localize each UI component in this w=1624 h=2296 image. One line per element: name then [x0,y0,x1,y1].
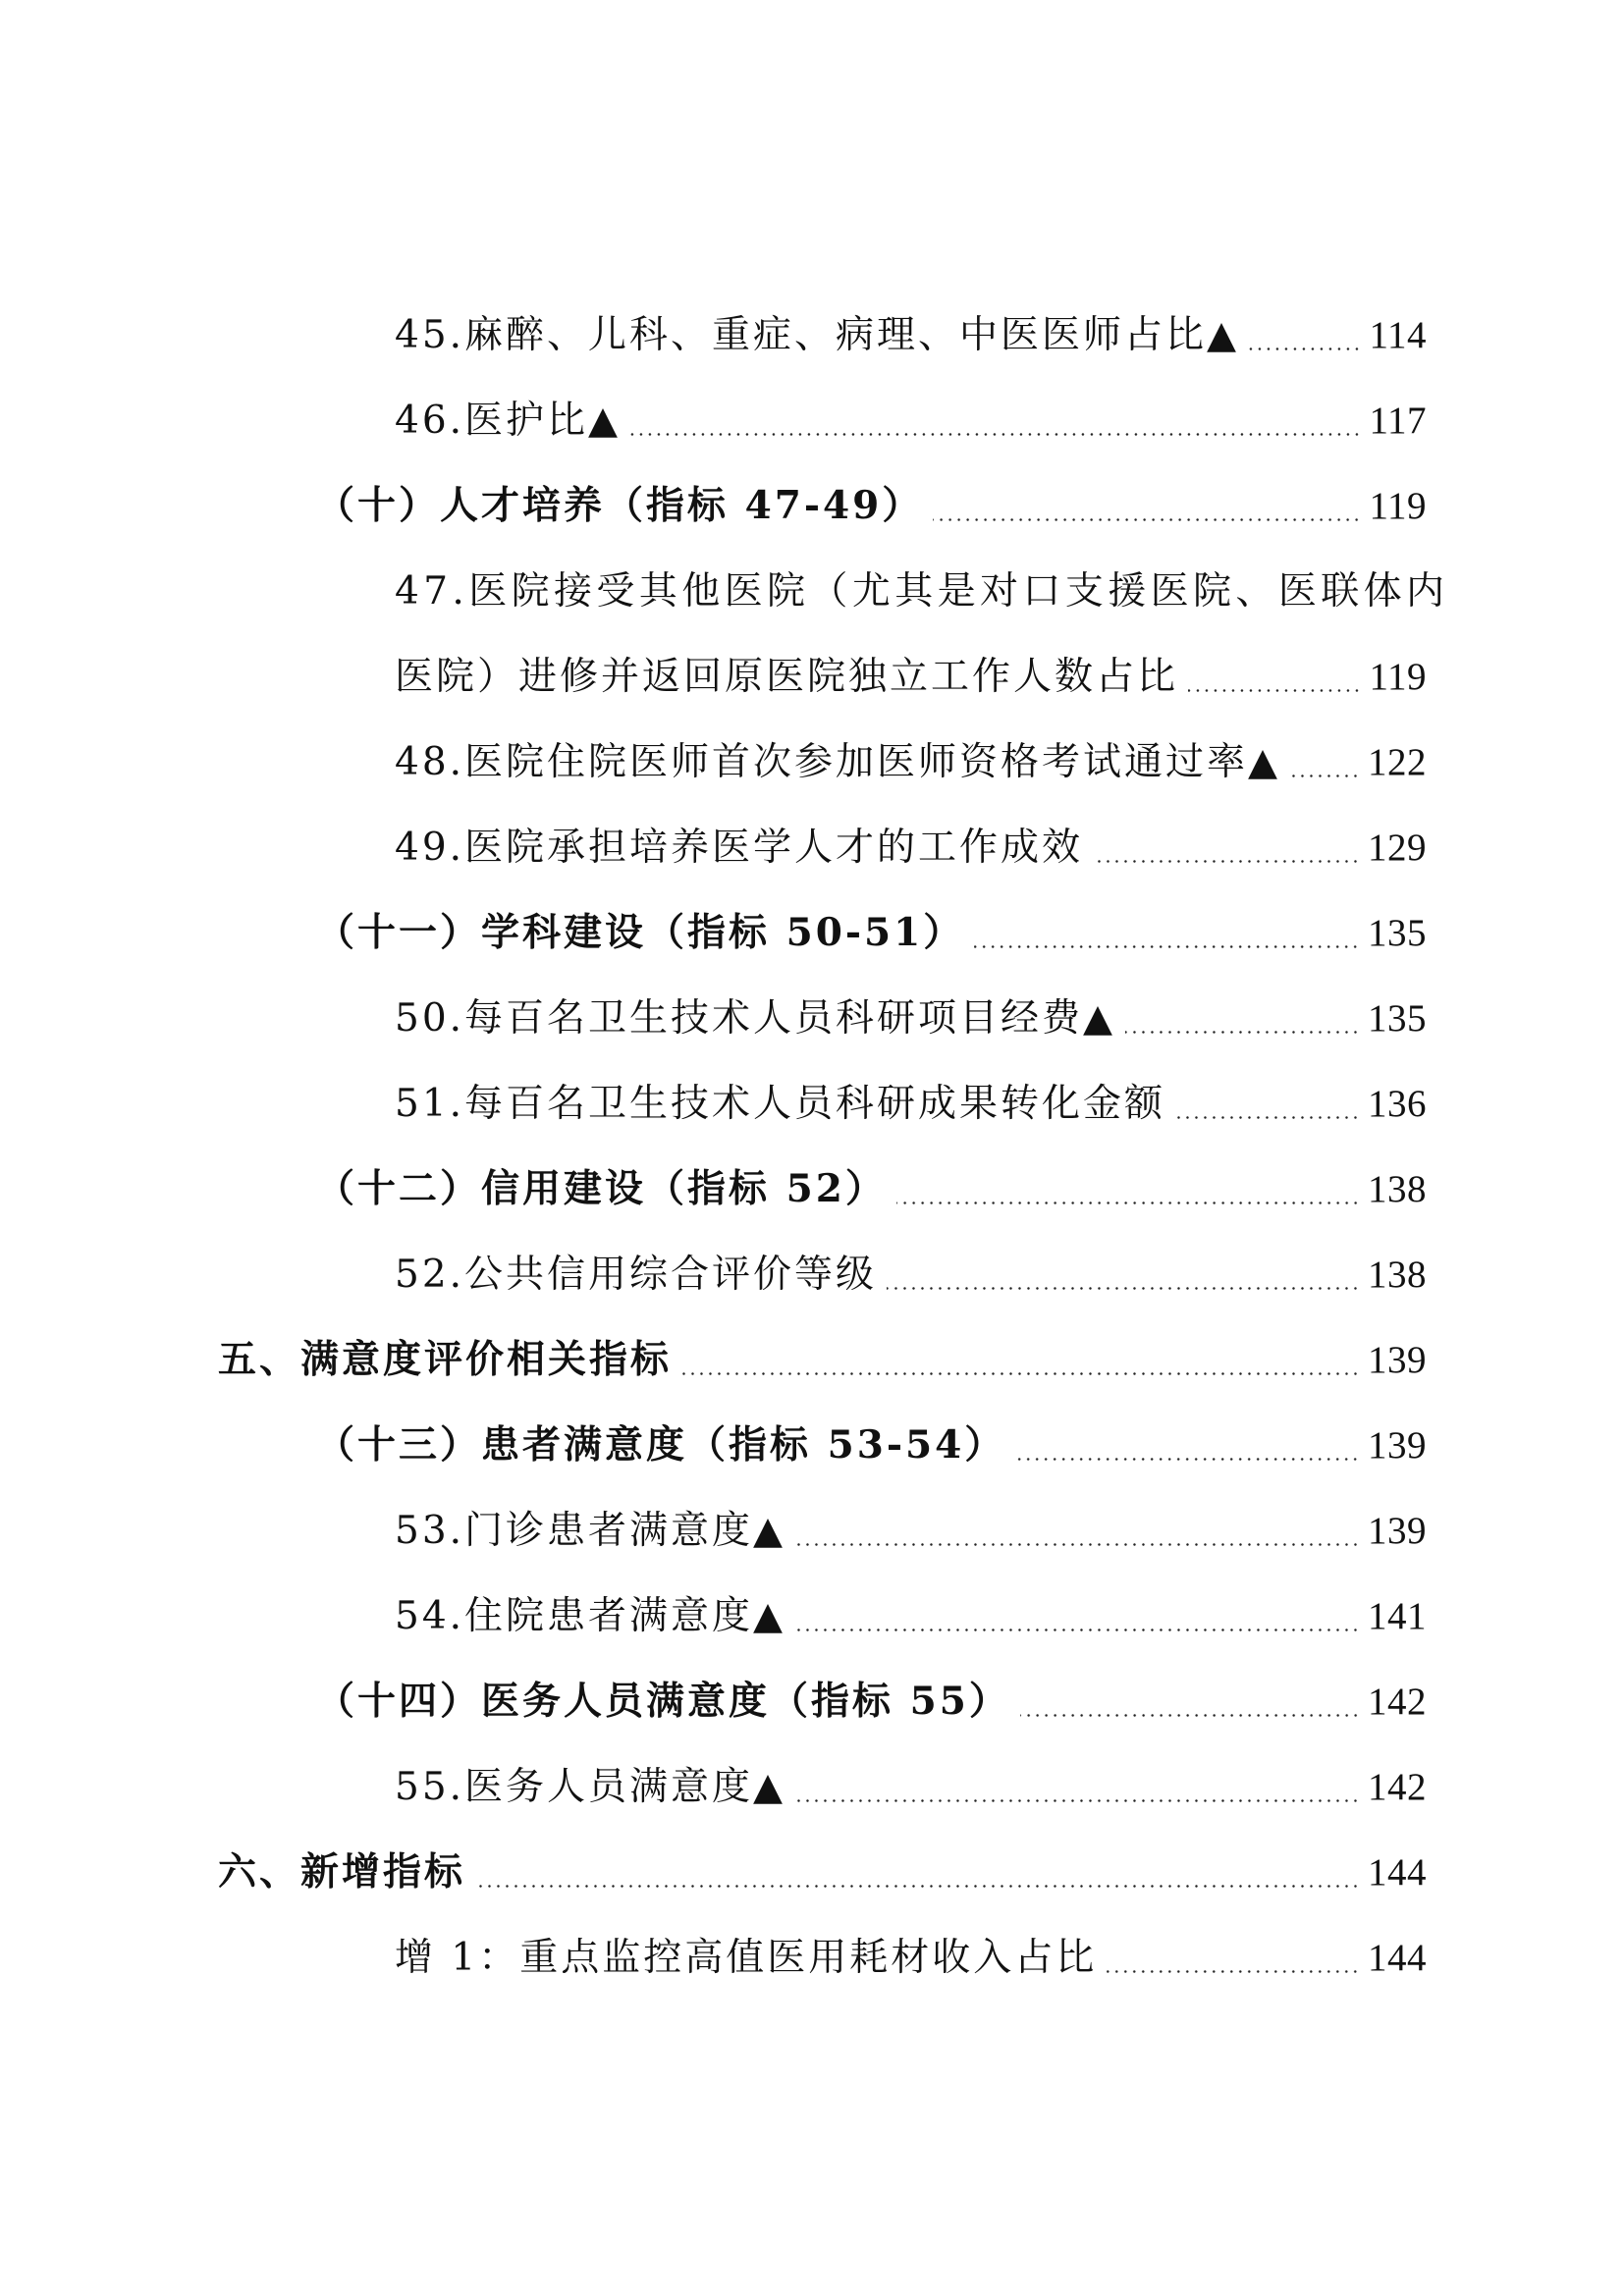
toc-page-number: 144 [1368,1937,1427,1979]
toc-entry-label: 52.公共信用综合评价等级 [395,1253,878,1297]
toc-page-number: 139 [1368,1339,1427,1381]
toc-entry-50[interactable] [0,976,1624,1061]
toc-section-talent-training[interactable] [0,463,1624,549]
toc-entry-label: 45.麻醉、儿科、重症、病理、中医医师占比▲ [395,313,1240,357]
leader-dots [933,518,1361,521]
toc-page-number: 119 [1369,485,1427,527]
toc-page-number: 135 [1368,997,1427,1040]
toc-page-number: 135 [1368,912,1427,954]
leader-dots [1125,1031,1360,1034]
toc-entry-label: 46.医护比▲ [395,399,622,443]
leader-dots [681,1372,1360,1375]
toc-entry-label: （十三）患者满意度（指标 53-54） [316,1422,1006,1468]
toc-entry-label: （十四）医务人员满意度（指标 55） [316,1679,1010,1724]
leader-dots [795,1799,1360,1802]
toc-page-number: 122 [1368,741,1427,783]
leader-dots [1093,860,1360,863]
toc-page-number: 117 [1369,400,1427,442]
leader-dots [475,1885,1360,1888]
toc-entry-label: 48.医院住院医师首次参加医师资格考试通过率▲ [395,740,1281,784]
toc-entry-55[interactable] [0,1744,1624,1830]
leader-dots [1290,774,1360,777]
leader-dots [1249,347,1361,350]
toc-page-number: 144 [1368,1851,1427,1894]
toc-entry-label: （十一）学科建设（指标 50-51） [316,910,965,955]
leader-dots [974,945,1360,948]
leader-dots [795,1629,1360,1631]
table-of-contents [0,293,1624,2001]
toc-section-credit-building[interactable] [0,1147,1624,1232]
toc-section-staff-satisfaction[interactable] [0,1659,1624,1744]
toc-entry-added-1[interactable] [0,1915,1624,2001]
toc-page-number: 138 [1368,1254,1427,1296]
toc-entry-49[interactable] [0,805,1624,890]
leader-dots [1020,1714,1360,1717]
toc-page-number: 142 [1368,1766,1427,1808]
toc-page-number: 129 [1368,827,1427,869]
toc-entry-52[interactable] [0,1232,1624,1317]
toc-page-number: 139 [1368,1424,1427,1467]
toc-page-number: 139 [1368,1510,1427,1552]
toc-chapter-new-indicators[interactable] [0,1830,1624,1915]
toc-entry-label: （十）人才培养（指标 47-49） [316,483,924,528]
toc-entry-47-continued[interactable] [0,634,1624,720]
toc-entry-label: （十二）信用建设（指标 52） [316,1166,887,1211]
toc-page-number: 142 [1368,1681,1427,1723]
toc-section-discipline-building[interactable] [0,890,1624,976]
toc-page-number: 138 [1368,1168,1427,1210]
toc-chapter-satisfaction[interactable] [0,1317,1624,1403]
toc-entry-label: 六、新增指标 [218,1849,466,1895]
toc-entry-label: 49.医院承担培养医学人才的工作成效 [395,826,1084,870]
leader-dots [1107,1970,1360,1973]
toc-entry-label: 55.医务人员满意度▲ [395,1765,786,1809]
toc-entry-53[interactable] [0,1488,1624,1574]
toc-entry-47[interactable] [0,549,1624,634]
toc-entry-label: 51.每百名卫生技术人员科研成果转化金额 [395,1082,1166,1126]
toc-entry-45[interactable] [0,293,1624,378]
toc-page-number: 114 [1369,314,1427,356]
toc-section-patient-satisfaction[interactable] [0,1403,1624,1488]
toc-entry-51[interactable] [0,1061,1624,1147]
toc-page-number: 119 [1369,656,1427,698]
toc-entry-label: 五、满意度评价相关指标 [218,1337,673,1382]
leader-dots [795,1543,1360,1546]
toc-page-number: 141 [1368,1595,1427,1637]
toc-entry-48[interactable] [0,720,1624,805]
toc-entry-label: 医院）进修并返回原医院独立工作人数占比 [395,655,1179,699]
toc-entry-label: 54.住院患者满意度▲ [395,1594,786,1638]
toc-entry-label: 53.门诊患者满意度▲ [395,1509,786,1553]
leader-dots [887,1287,1360,1290]
toc-entry-54[interactable] [0,1574,1624,1659]
leader-dots [1015,1458,1360,1461]
leader-dots [1188,689,1361,692]
leader-dots [896,1201,1360,1204]
leader-dots [1175,1116,1360,1119]
toc-page-number: 136 [1368,1083,1427,1125]
toc-entry-46[interactable] [0,378,1624,463]
leader-dots [630,433,1361,436]
toc-entry-label: 47.医院接受其他医院（尤其是对口支援医院、医联体内 [395,569,1449,614]
toc-entry-label: 增 1：重点监控高值医用耗材收入占比 [395,1936,1098,1980]
toc-entry-label: 50.每百名卫生技术人员科研项目经费▲ [395,996,1116,1041]
